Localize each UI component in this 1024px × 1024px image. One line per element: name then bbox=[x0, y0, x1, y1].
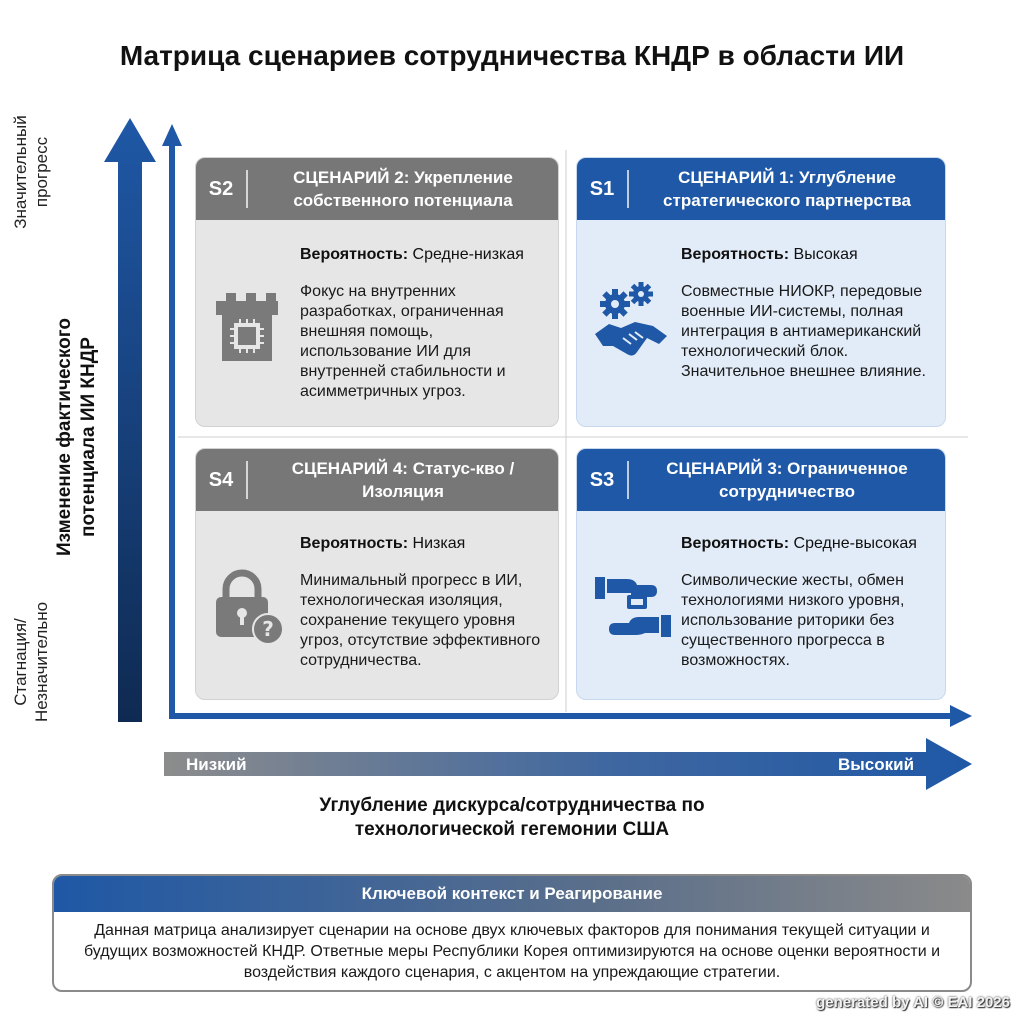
scenario-code: S1 bbox=[577, 170, 629, 208]
y-axis-label: Изменение фактического потенциала ИИ КНДР bbox=[54, 317, 99, 557]
x-axis-low-label: Низкий bbox=[186, 755, 247, 774]
scenario-probability bbox=[300, 246, 524, 264]
probability-value: Высокая bbox=[793, 246, 858, 263]
scenario-title: СЦЕНАРИЙ 1: Углубление стратегического партнерства bbox=[663, 168, 911, 210]
probability-value: Низкая bbox=[412, 535, 466, 552]
probability-label: Вероятность: bbox=[300, 246, 409, 263]
watermark: generated by AI © EAI 2026 bbox=[816, 994, 1010, 1011]
padlock-question-icon bbox=[212, 569, 288, 654]
scenario-code: S2 bbox=[196, 170, 248, 208]
scenario-card-s1 bbox=[576, 157, 946, 427]
probability-label: Вероятность: bbox=[300, 535, 409, 552]
y-axis-top-label: Значительный прогресс bbox=[11, 115, 51, 229]
scenario-code: S3 bbox=[577, 461, 629, 499]
scenario-probability bbox=[300, 535, 465, 553]
scenario-description: Фокус на внутренних разработках, ограниченная внешняя помощь, использование ИИ для внутренней стабильности и асимметричных угроз. bbox=[300, 283, 506, 400]
context-body: Данная матрица анализирует сценарии на основе двух ключевых факторов для понимания текущей ситуации и будущих возможностей КНДР. Ответные меры Республики Корея оптимизируются на основе оценки вероятности и воздействия каждого сценария, с акцентом на упреждающие стратегии. bbox=[83, 922, 941, 981]
scenario-header bbox=[577, 158, 945, 220]
scenario-description: Совместные НИОКР, передовые военные ИИ-системы, полная интеграция в антиамериканский технологический блок. Значительное внешнее влияние. bbox=[681, 283, 926, 380]
x-axis-label: Углубление дискурса/сотрудничества по технологической гегемонии США bbox=[319, 795, 705, 840]
svg-text:?: ? bbox=[262, 617, 274, 641]
y-axis-bottom-label: Стагнация/ Незначительно bbox=[11, 601, 51, 723]
context-box bbox=[52, 874, 972, 992]
scenario-code: S4 bbox=[196, 461, 248, 499]
scenario-card-s2 bbox=[195, 157, 559, 427]
probability-value: Средне-высокая bbox=[793, 535, 917, 552]
scenario-title: СЦЕНАРИЙ 2: Укрепление собственного потенциала bbox=[293, 168, 513, 210]
scenario-title: СЦЕНАРИЙ 4: Статус-кво / Изоляция bbox=[291, 459, 515, 501]
probability-label: Вероятность: bbox=[681, 535, 790, 552]
scenario-card-s4 bbox=[195, 448, 559, 700]
fortress-chip-icon bbox=[212, 291, 282, 368]
scenario-title: СЦЕНАРИЙ 3: Ограниченное сотрудничество bbox=[666, 459, 908, 501]
scenario-probability bbox=[681, 535, 917, 553]
scenario-card-s3 bbox=[576, 448, 946, 700]
hands-exchange-icon bbox=[593, 571, 673, 650]
context-header: Ключевой контекст и Реагирование bbox=[54, 876, 970, 912]
probability-label: Вероятность: bbox=[681, 246, 790, 263]
handshake-gears-icon bbox=[593, 282, 669, 371]
page-title: Матрица сценариев сотрудничества КНДР в области ИИ bbox=[119, 40, 905, 71]
scenario-header bbox=[577, 449, 945, 511]
x-axis-high-label: Высокий bbox=[838, 755, 915, 774]
scenario-header bbox=[196, 158, 558, 220]
scenario-header bbox=[196, 449, 558, 511]
scenario-description: Минимальный прогресс в ИИ, технологическая изоляция, сохранение текущего уровня угроз, отсутствие эффективного сотрудничества. bbox=[300, 572, 541, 669]
probability-value: Средне-низкая bbox=[412, 246, 524, 263]
scenario-description: Символические жесты, обмен технологиями низкого уровня, использование риторики без существенного прогресса в возможностях. bbox=[681, 572, 905, 669]
scenario-probability bbox=[681, 246, 858, 264]
